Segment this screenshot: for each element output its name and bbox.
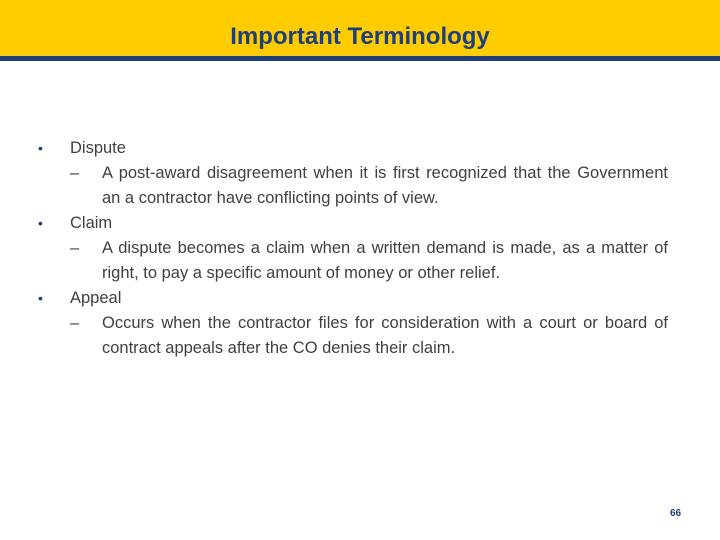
definition-claim-text: A dispute becomes a claim when a written demand is made, as a matter of right, to pay a specific amount of money or other relief. (102, 239, 668, 282)
bullet-icon: • (38, 215, 43, 231)
bullet-icon: • (38, 140, 43, 156)
slide-content (38, 136, 668, 361)
dash-icon: – (70, 164, 80, 182)
term-claim: Claim (70, 214, 113, 232)
bullet-claim (38, 211, 668, 236)
dash-icon: – (70, 314, 80, 332)
definition-dispute (38, 161, 668, 211)
bullet-icon: • (38, 290, 43, 306)
page-number: 66 (670, 508, 682, 519)
definition-appeal-text: Occurs when the contractor files for consideration with a court or board of contract appeals after the CO denies their claim. (102, 314, 668, 357)
definition-claim (38, 236, 668, 286)
term-appeal: Appeal (70, 289, 122, 307)
dash-icon: – (70, 239, 80, 257)
slide-title: Important Terminology (230, 23, 490, 50)
definition-appeal (38, 311, 668, 361)
bullet-appeal (38, 286, 668, 311)
bullet-dispute (38, 136, 668, 161)
title-bar (0, 0, 720, 61)
term-dispute: Dispute (70, 139, 126, 157)
definition-dispute-text: A post-award disagreement when it is first recognized that the Government an a contractor have conflicting points of view. (102, 164, 668, 207)
